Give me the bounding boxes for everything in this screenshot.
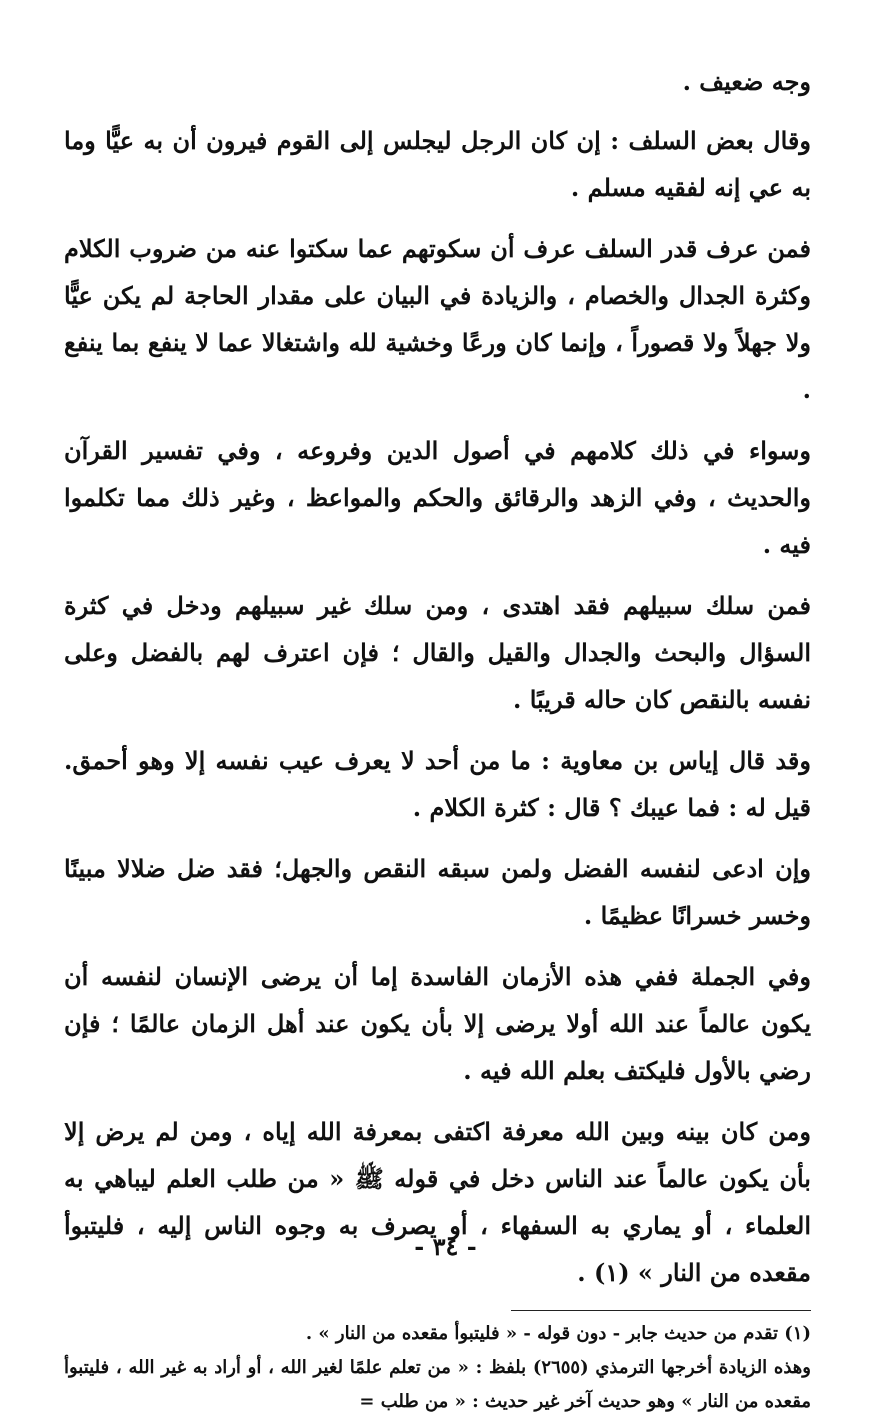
paragraph-1: وجه ضعيف . — [682, 67, 811, 96]
paragraph-8: وفي الجملة ففي هذه الأزمان الفاسدة إما أن يرضى الإنسان لنفسه أن يكون عالماً عند الله أولا يرضى إلا بأن يكون عند أهل الزمان عالمًا ؛ فإن رضي بالأول فليكتف بعلم الله فيه . — [64, 962, 811, 1085]
footnote-2: وهذه الزيادة أخرجها الترمذي (٢٦٥٥) بلفظ : « من تعلم علمًا لغير الله ، أو أراد به غير الله ، فليتبوأ مقعده من النار » وهو حديث آخر غير حديث : « من طلب = — [64, 1357, 811, 1412]
paragraph-4: وسواء في ذلك كلامهم في أصول الدين وفروعه ، وفي تفسير القرآن والحديث ، وفي الزهد والرقائق والحكم والمواعظ ، وغير ذلك مما تكلموا فيه . — [64, 436, 811, 559]
footnote-1: (١) تقدم من حديث جابر - دون قوله - « فليتبوأ مقعده من النار » . — [305, 1323, 811, 1344]
footnote-divider — [511, 1310, 811, 1311]
paragraph-5: فمن سلك سبيلهم فقد اهتدى ، ومن سلك غير سبيلهم ودخل في كثرة السؤال والبحث والجدال والقيل والقال ؛ فإن اعترف لهم بالفضل وعلى نفسه بالنقص كان حاله قريبًا . — [64, 591, 811, 714]
paragraph-3: فمن عرف قدر السلف عرف أن سكوتهم عما سكتوا عنه من ضروب الكلام وكثرة الجدال والخصام ، والزيادة في البيان على مقدار الحاجة لم يكن عيًّا ولا جهلاً ولا قصوراً ، وإنما كان ورعًا وخشية لله واشتغالا عما لا ينفع بما ينفع . — [64, 234, 811, 404]
paragraph-9: ومن كان بينه وبين الله معرفة اكتفى بمعرفة الله إياه ، ومن لم يرض إلا بأن يكون عالماً عند الناس دخل في قوله ﷺ « من طلب العلم ليباهي به العلماء ، أو يماري به السفهاء ، أو يصرف به وجوه الناس إليه ، فليتبوأ مقعده من النار » (١) . — [64, 1117, 811, 1287]
paragraph-2: وقال بعض السلف : إن كان الرجل ليجلس إلى القوم فيرون أن به عيًّا وما به عي إنه لفقيه مسلم . — [64, 126, 811, 202]
main-text — [64, 58, 811, 1296]
page-number: - ٣٤ - — [414, 1232, 477, 1261]
footnotes — [64, 1317, 811, 1419]
paragraph-7: وإن ادعى لنفسه الفضل ولمن سبقه النقص والجهل؛ فقد ضل ضلالا مبينًا وخسر خسرانًا عظيمًا . — [64, 854, 811, 930]
paragraph-6: وقد قال إياس بن معاوية : ما من أحد لا يعرف عيب نفسه إلا وهو أحمق. قيل له : فما عيبك ؟ قال : كثرة الكلام . — [64, 746, 811, 822]
